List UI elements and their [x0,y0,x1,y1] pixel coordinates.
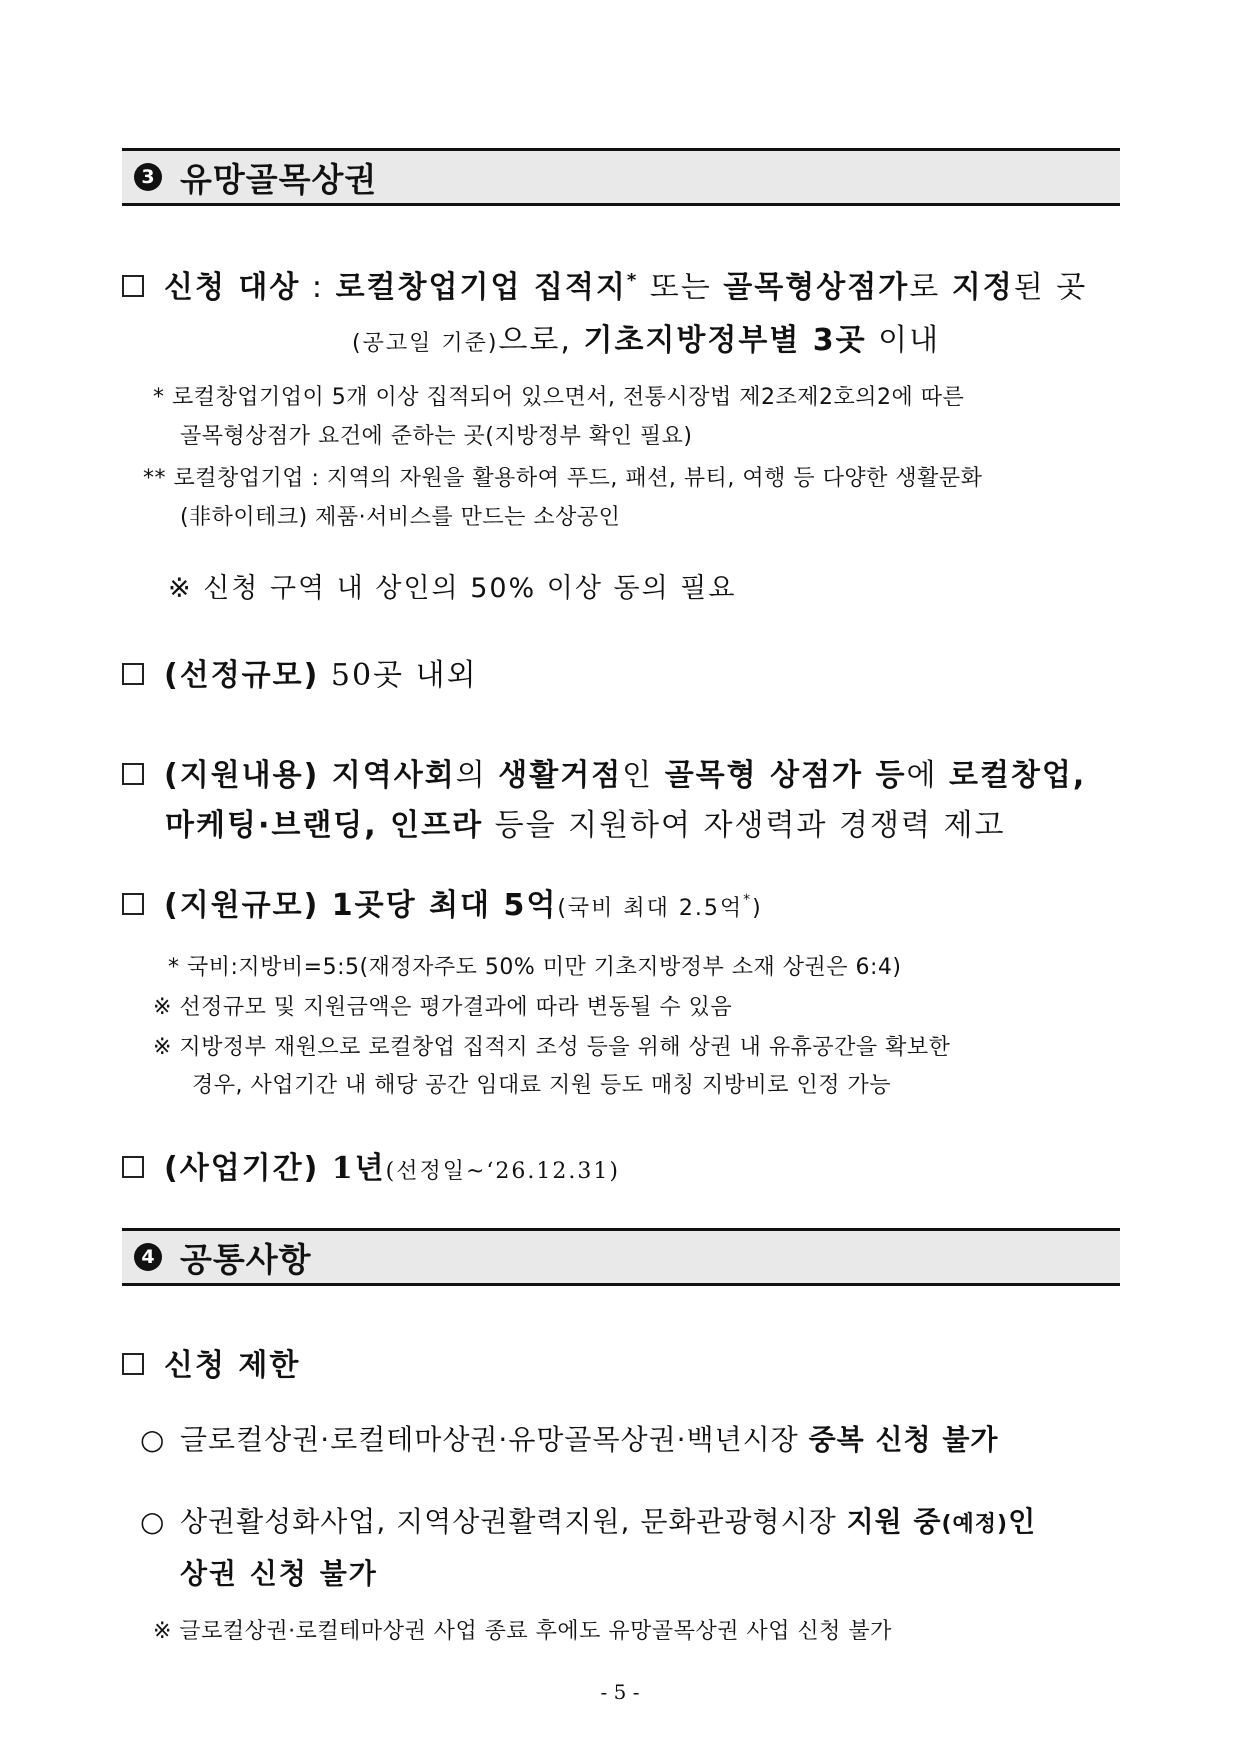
support-note-2: ※ 선정규모 및 지원금액은 평가결과에 따라 변동될 수 있음 [153,995,733,1020]
circle-bullet-icon: ○ [140,1423,166,1456]
applicant-note-2-cont: (非하이테크) 제품·서비스를 만드는 소상공인 [180,505,621,530]
final-note: ※ 글로컬상권·로컬테마상권 사업 종료 후에도 유망골목상권 사업 신청 불가 [153,1619,892,1644]
section-4-number: 4 [134,1243,162,1271]
support-content-line-2: 마케팅·브랜딩, 인프라 등을 지원하여 자생력과 경쟁력 제고 [165,808,1006,843]
section-3-title: 유망골목상권 [180,159,378,199]
support-note-3: ※ 지방정부 재원으로 로컬창업 집적지 조성 등을 위해 상권 내 유휴공간을 확보한 [153,1035,951,1060]
section-3-number: 3 [134,163,162,191]
support-note-3-cont: 경우, 사업기간 내 해당 공간 임대료 지원 등도 매칭 지방비로 인정 가능 [192,1073,891,1098]
restriction-bullet-1: ○ 글로컬상권·로컬테마상권·유망골목상권·백년시장 중복 신청 불가 [140,1423,999,1456]
checkbox-square-icon [122,1353,144,1375]
consent-note: ※ 신청 구역 내 상인의 50% 이상 동의 필요 [168,573,737,604]
page-number: - 5 - [600,1680,640,1704]
support-note-1: * 국비:지방비=5:5(재정자주도 50% 미만 기초지방정부 소재 상권은 6:4) [168,955,902,980]
checkbox-square-icon [122,1156,144,1178]
section-3-header [122,148,1120,206]
applicant-note-2: ** 로컬창업기업 : 지역의 자원을 활용하여 푸드, 패션, 뷰티, 여행 등 다양한 생활문화 [143,466,983,491]
applicant-line-1: 신청 대상 : 로컬창업기업 집적지* 또는 골목형상점가로 지정된 곳 [122,262,1087,306]
section-4-title: 공통사항 [180,1239,312,1279]
checkbox-square-icon [122,663,144,685]
circle-bullet-icon: ○ [140,1505,166,1538]
checkbox-square-icon [122,893,144,915]
applicant-note-1-cont: 골목형상점가 요건에 준하는 곳(지방정부 확인 필요) [180,424,693,449]
support-scale: (지원규모) 1곳당 최대 5억(국비 최대 2.5억*) [122,880,763,924]
applicant-note-1: * 로컬창업기업이 5개 이상 집적되어 있으면서, 전통시장법 제2조제2호의2에 따른 [153,385,965,410]
support-content-line-1: (지원내용) 지역사회의 생활거점인 골목형 상점가 등에 로컬창업, [122,750,1086,794]
applicant-line-2: (공고일 기준)으로, 기초지방정부별 3곳 이내 [352,323,941,358]
project-period: (사업기간) 1년(선정일~‘26.12.31) [122,1143,620,1187]
selection-scale: (선정규모) 50곳 내외 [122,650,478,694]
section-4-header [122,1228,1120,1286]
checkbox-square-icon [122,763,144,785]
restriction-bullet-2: ○ 상권활성화사업, 지역상권활력지원, 문화관광형시장 지원 중(예정)인 [140,1505,1037,1538]
checkbox-square-icon [122,275,144,297]
restriction-bullet-2-cont: 상권 신청 불가 [180,1557,378,1590]
restriction-heading: 신청 제한 [122,1340,300,1384]
